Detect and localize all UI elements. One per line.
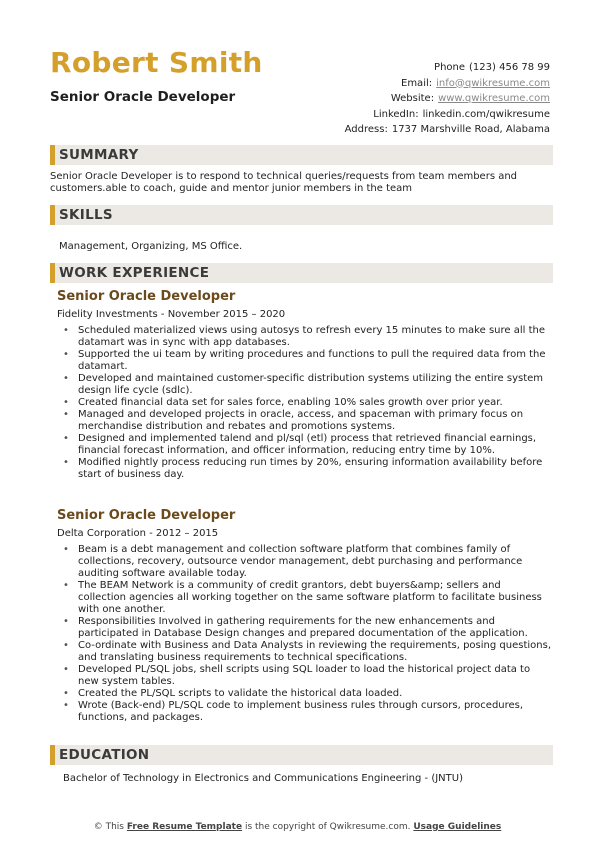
experience-section	[50, 263, 553, 283]
education-heading: EDUCATION	[50, 745, 553, 765]
linkedin-value: linkedin.com/qwikresume	[422, 108, 550, 120]
bullet-item	[63, 457, 551, 481]
bullet-text: Modified nightly process reducing run times by 20%, ensuring information availability before start of business day.	[78, 457, 543, 480]
bullet-item	[63, 325, 551, 349]
phone-value: (123) 456 78 99	[469, 62, 550, 73]
job-company-dates: Delta Corporation - 2012 – 2015	[57, 528, 219, 539]
bullet-item	[63, 349, 551, 373]
contact-email	[290, 76, 550, 92]
summary-heading: SUMMARY	[50, 145, 553, 165]
contact-linkedin	[290, 107, 550, 123]
bullet-text: Scheduled materialized views using autosys to refresh every 15 minutes to make sure all the datamart was in sync with app databases.	[78, 325, 545, 348]
contact-address	[290, 122, 550, 138]
bullet-text: Co-ordinate with Business and Data Analysts in reviewing the requirements, posing questions, and translating business requirements to technical specifications.	[78, 640, 551, 663]
bullet-item	[63, 664, 551, 688]
candidate-title: Senior Oracle Developer	[50, 89, 236, 105]
bullet-dot-icon: •	[63, 688, 69, 699]
bullet-item	[63, 544, 551, 580]
bullet-item	[63, 616, 551, 640]
bullet-dot-icon: •	[63, 616, 69, 627]
website-label: Website:	[390, 93, 435, 104]
bullet-item	[63, 397, 551, 409]
bullet-dot-icon: •	[63, 544, 69, 555]
bullet-item	[63, 688, 551, 700]
bullet-dot-icon: •	[63, 433, 69, 444]
contact-block	[290, 60, 550, 138]
address-value: 1737 Marshville Road, Alabama	[391, 124, 550, 135]
bullet-item	[63, 433, 551, 457]
bullet-dot-icon: •	[63, 349, 69, 360]
phone-label: Phone	[434, 62, 466, 73]
skills-heading: SKILLS	[50, 205, 553, 225]
contact-website	[290, 91, 550, 107]
usage-guidelines-link[interactable]: Usage Guidelines	[413, 822, 502, 832]
bullet-item	[63, 640, 551, 664]
bullet-dot-icon: •	[63, 640, 69, 651]
bullet-dot-icon: •	[63, 457, 69, 468]
job-bullets	[63, 325, 551, 481]
bullet-text: Created the PL/SQL scripts to validate the historical data loaded.	[78, 688, 403, 699]
email-label: Email:	[401, 77, 433, 89]
bullet-text: Beam is a debt management and collection software platform that combines family of collections, recovery, outsource vendor management, debt purchasing and performance auditing software available today.	[78, 544, 523, 579]
bullet-text: Created financial data set for sales force, enabling 10% sales growth over prior year.	[78, 397, 503, 408]
education-section	[50, 745, 553, 785]
summary-section	[50, 145, 553, 195]
bullet-dot-icon: •	[63, 409, 69, 420]
copyright-footer	[0, 822, 595, 832]
bullet-text: The BEAM Network is a community of credit grantors, debt buyers&amp; sellers and collection agencies all working together on the same software platform to facilitate business with one another.	[78, 580, 542, 615]
summary-text: Senior Oracle Developer is to respond to technical queries/requests from team members and customers.able to coach, guide and mentor junior members in the team	[50, 171, 518, 194]
bullet-dot-icon: •	[63, 325, 69, 336]
education-text: Bachelor of Technology in Electronics and Communications Engineering - (JNTU)	[63, 773, 463, 784]
bullet-item	[63, 373, 551, 397]
bullet-text: Wrote (Back-end) PL/SQL code to implement business rules through cursors, procedures, functions, and packages.	[78, 700, 524, 723]
contact-phone	[290, 60, 550, 76]
bullet-text: Developed and maintained customer-specific distribution systems utilizing the entire system design life cycle (sdlc).	[78, 373, 544, 396]
skills-section	[50, 205, 553, 253]
bullet-text: Managed and developed projects in oracle, access, and spaceman with primary focus on merchandise distribution and rebates and promotions systems.	[78, 409, 524, 432]
address-label: Address:	[344, 124, 388, 135]
email-link[interactable]: info@qwikresume.com	[436, 77, 550, 89]
free-template-link[interactable]: Free Resume Template	[126, 822, 243, 832]
bullet-text: Responsibilities Involved in gathering requirements for the new enhancements and participated in Database Design changes and prepared documentation of the application.	[78, 616, 528, 639]
job-title: Senior Oracle Developer	[57, 289, 236, 304]
job-title: Senior Oracle Developer	[57, 508, 236, 523]
bullet-dot-icon: •	[63, 373, 69, 384]
footer-middle: is the copyright of Qwikresume.com.	[244, 822, 411, 832]
bullet-text: Designed and implemented talend and pl/sql (etl) process that retrieved financial earnings, financial forecast information, and officer information, reducing entry time by 10%.	[78, 433, 537, 456]
bullet-text: Developed PL/SQL jobs, shell scripts using SQL loader to load the historical project data to new system tables.	[78, 664, 531, 687]
bullet-dot-icon: •	[63, 700, 69, 711]
bullet-item	[63, 580, 551, 616]
job-company-dates: Fidelity Investments - November 2015 – 2020	[57, 309, 286, 320]
skills-text: Management, Organizing, MS Office.	[59, 241, 243, 252]
website-link[interactable]: www.qwikresume.com	[438, 93, 550, 104]
bullet-dot-icon: •	[63, 397, 69, 408]
bullet-item	[63, 700, 551, 724]
footer-prefix: © This	[93, 822, 124, 832]
bullet-text: Supported the ui team by writing procedures and functions to pull the required data from the datamart.	[78, 349, 546, 372]
bullet-dot-icon: •	[63, 664, 69, 675]
candidate-name: Robert Smith	[50, 46, 263, 79]
bullet-item	[63, 409, 551, 433]
job-bullets	[63, 544, 551, 724]
experience-heading: WORK EXPERIENCE	[50, 263, 553, 283]
linkedin-label: LinkedIn:	[373, 108, 419, 120]
bullet-dot-icon: •	[63, 580, 69, 591]
